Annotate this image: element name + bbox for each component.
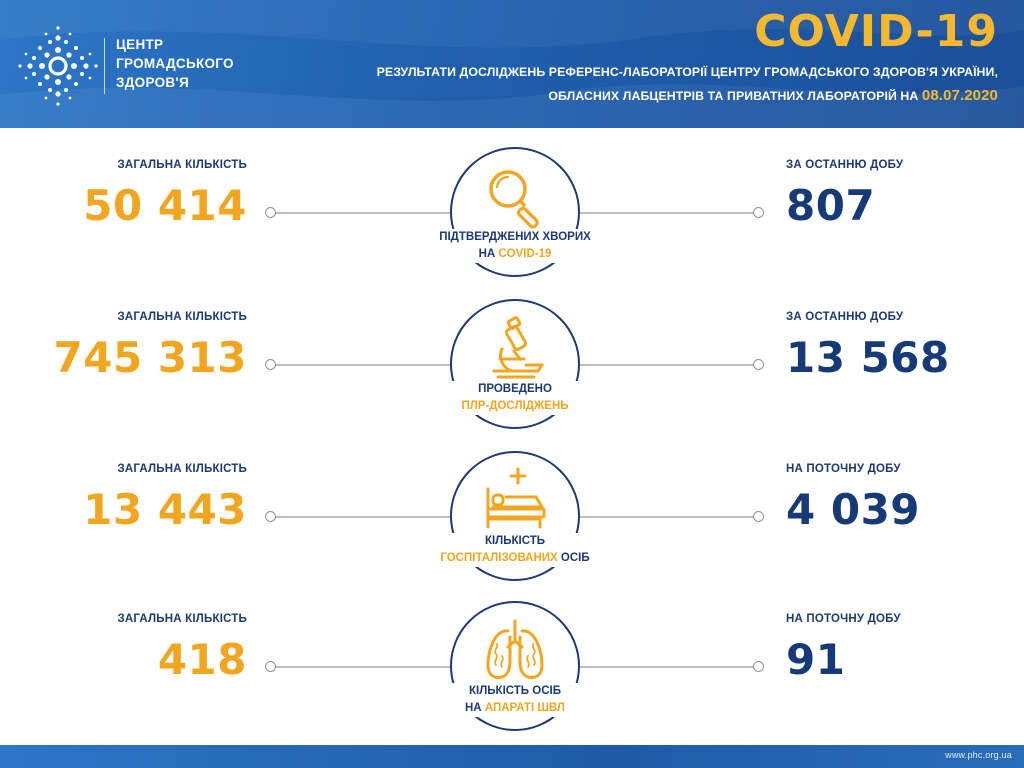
- caption-line2: [405, 246, 625, 263]
- connector-dot-left: [265, 511, 276, 522]
- total-label: ЗАГАЛЬНА КІЛЬКІСТЬ: [117, 613, 247, 625]
- period-label: НА ПОТОЧНУ ДОБУ: [786, 463, 901, 475]
- connector-line-right: [580, 666, 758, 668]
- period-label: ЗА ОСТАННЮ ДОБУ: [786, 311, 904, 323]
- total-value: 418: [157, 635, 247, 684]
- page-subtitle: [278, 61, 998, 108]
- lungs-icon: [482, 617, 548, 683]
- connector-dot-right: [753, 359, 764, 370]
- stat-caption: [405, 229, 625, 263]
- caption-line1: КІЛЬКІСТЬ ОСІБ: [405, 683, 625, 700]
- header-banner: [0, 0, 1024, 128]
- period-label: НА ПОТОЧНУ ДОБУ: [786, 613, 901, 625]
- logo-divider: [104, 38, 105, 94]
- hospital-bed-icon: [482, 467, 548, 533]
- connector-dot-left: [265, 207, 276, 218]
- connector-line-right: [580, 364, 758, 366]
- connector-dot-right: [753, 511, 764, 522]
- caption-line2: [405, 398, 625, 415]
- org-name-line2: ГРОМАДСЬКОГО: [116, 56, 234, 71]
- footer-bar: [0, 745, 1024, 768]
- connector-line-right: [580, 212, 758, 214]
- caption-line2-prefix: НА: [478, 248, 499, 260]
- total-label: ЗАГАЛЬНА КІЛЬКІСТЬ: [117, 311, 247, 323]
- caption-line2: [405, 550, 625, 567]
- stat-row-ventilators: [0, 595, 1024, 745]
- connector-dot-left: [265, 661, 276, 672]
- connector-line-right: [580, 516, 758, 518]
- stat-row-hospitalized: [0, 445, 1024, 595]
- connector-line-left: [274, 516, 452, 518]
- stat-row-pcr-tests: [0, 293, 1024, 443]
- stat-caption: [405, 683, 625, 717]
- caption-line1: ПІДТВЕРДЖЕНИХ ХВОРИХ: [405, 229, 625, 246]
- connector-dot-right: [753, 207, 764, 218]
- magnifier-icon: [482, 163, 548, 229]
- connector-line-left: [274, 212, 452, 214]
- stat-caption: [405, 381, 625, 415]
- caption-line2-prefix: НА: [465, 702, 485, 714]
- microscope-icon: [482, 315, 548, 381]
- period-value: 13 568: [786, 333, 950, 382]
- connector-line-left: [274, 666, 452, 668]
- caption-line1: ПРОВЕДЕНО: [405, 381, 625, 398]
- stat-row-confirmed: [0, 141, 1024, 291]
- page-title: COVID-19: [754, 6, 998, 57]
- org-name-line3: ЗДОРОВ'Я: [116, 75, 189, 90]
- connector-line-left: [274, 364, 452, 366]
- caption-highlight: ПЛР-ДОСЛІДЖЕНЬ: [461, 400, 569, 412]
- period-label: ЗА ОСТАННЮ ДОБУ: [786, 159, 904, 171]
- phc-logo-icon: [18, 26, 98, 106]
- subtitle-line2-text: ОБЛАСНИХ ЛАБЦЕНТРІВ ТА ПРИВАТНИХ ЛАБОРАТОРІЙ НА: [548, 89, 919, 103]
- caption-line2-suffix: ОСІБ: [557, 552, 590, 564]
- total-label: ЗАГАЛЬНА КІЛЬКІСТЬ: [117, 159, 247, 171]
- caption-highlight: ГОСПІТАЛІЗОВАНИХ: [440, 552, 558, 564]
- period-value: 91: [786, 635, 846, 684]
- footer-url: www.phc.org.ua: [945, 750, 1012, 760]
- org-name-line1: ЦЕНТР: [116, 37, 164, 52]
- stat-caption: [405, 533, 625, 567]
- period-value: 4 039: [786, 485, 921, 534]
- subtitle-line2: [278, 84, 998, 108]
- total-value: 13 443: [83, 485, 247, 534]
- total-value: 745 313: [53, 333, 247, 382]
- period-value: 807: [786, 181, 876, 230]
- connector-dot-right: [753, 661, 764, 672]
- caption-highlight: АПАРАТІ ШВЛ: [484, 702, 565, 714]
- org-name: [116, 35, 234, 92]
- total-value: 50 414: [83, 181, 247, 230]
- total-label: ЗАГАЛЬНА КІЛЬКІСТЬ: [117, 463, 247, 475]
- connector-dot-left: [265, 359, 276, 370]
- caption-line2: [405, 700, 625, 717]
- caption-line1: КІЛЬКІСТЬ: [405, 533, 625, 550]
- subtitle-line1: РЕЗУЛЬТАТИ ДОСЛІДЖЕНЬ РЕФЕРЕНС-ЛАБОРАТОРІЇ ЦЕНТРУ ГРОМАДСЬКОГО ЗДОРОВ'Я УКРАЇНИ,: [376, 65, 998, 79]
- caption-highlight: COVID-19: [498, 248, 552, 260]
- report-date: 08.07.2020: [921, 87, 998, 104]
